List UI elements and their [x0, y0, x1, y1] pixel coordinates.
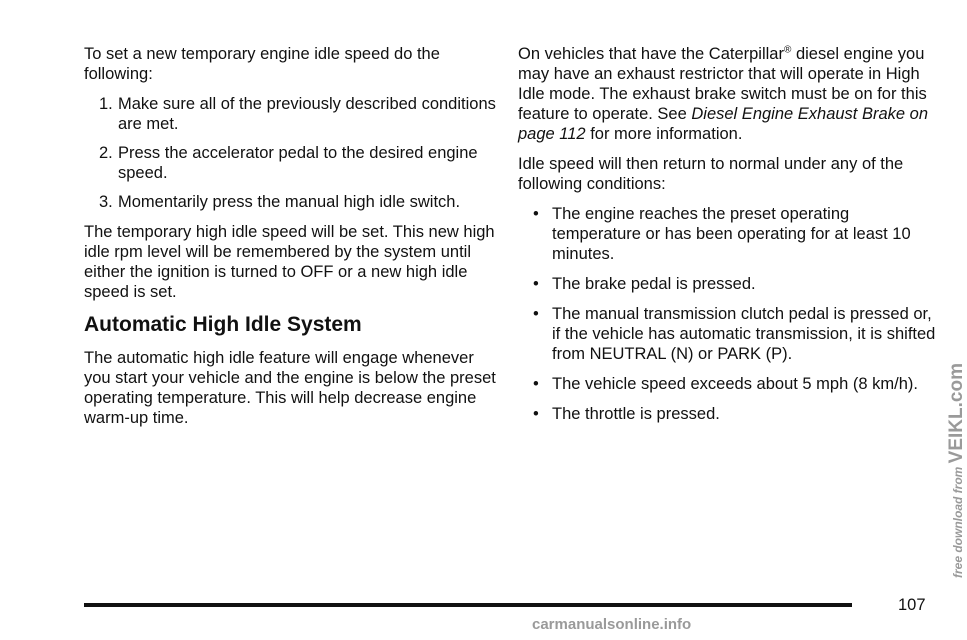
- temporary-idle-paragraph: The temporary high idle speed will be set. This new high idle rpm level will be remembered by the system until either the ignition is turned to OFF or a new high idle speed is set.: [84, 223, 495, 301]
- bullet-icon: •: [533, 275, 539, 293]
- conditions-intro-paragraph: Idle speed will then return to normal under any of the following conditions:: [518, 155, 904, 193]
- condition-item: [518, 204, 936, 264]
- automatic-idle-paragraph: The automatic high idle feature will engage whenever you start your vehicle and the engine is below the preset operating temperature. This will help decrease engine warm-up time.: [84, 349, 496, 427]
- page-reference-link[interactable]: Diesel Engine Exhaust Brake on page 112: [518, 105, 929, 143]
- left-column: [84, 44, 496, 438]
- section-heading: Automatic High Idle System: [84, 313, 362, 336]
- registered-mark: ®: [783, 44, 792, 56]
- condition-text: The manual transmission clutch pedal is pressed or, if the vehicle has automatic transmission, it is shifted from NEUTRAL (N) or PARK (P).: [552, 305, 936, 363]
- condition-item: [518, 404, 936, 424]
- conditions-list: [518, 204, 936, 424]
- watermark-prefix: free download from: [951, 466, 965, 578]
- condition-item: [518, 304, 936, 364]
- step-item: [84, 143, 496, 183]
- footer-rule: [84, 603, 852, 607]
- step-number: 3.: [99, 193, 113, 211]
- watermark: [946, 363, 967, 578]
- caterpillar-text-end: for more information.: [585, 125, 743, 143]
- condition-text: The vehicle speed exceeds about 5 mph (8 km/h).: [552, 375, 918, 393]
- caterpillar-text-cont: diesel engine you may have an exhaust restrictor that will operate in High Idle mode. The exhaust brake switch must be on for this feature to operate. See: [518, 45, 927, 123]
- step-number: 2.: [99, 144, 113, 162]
- bullet-icon: •: [533, 305, 539, 323]
- right-column: [518, 44, 936, 434]
- condition-text: The throttle is pressed.: [552, 405, 720, 423]
- step-item: [84, 94, 496, 134]
- steps-list: [84, 94, 496, 212]
- step-text: Momentarily press the manual high idle switch.: [118, 193, 461, 211]
- bullet-icon: •: [533, 205, 539, 223]
- bullet-icon: •: [533, 405, 539, 423]
- bullet-icon: •: [533, 375, 539, 393]
- step-number: 1.: [99, 95, 113, 113]
- intro-paragraph: To set a new temporary engine idle speed do the following:: [84, 45, 440, 83]
- page-number: 107: [898, 596, 926, 614]
- condition-text: The engine reaches the preset operating temperature or has been operating for at least 10 minutes.: [552, 205, 911, 263]
- caterpillar-paragraph: [518, 44, 936, 144]
- caterpillar-text: On vehicles that have the Caterpillar: [518, 45, 784, 63]
- watermark-brand: VEIKL.com: [946, 363, 967, 464]
- condition-item: [518, 274, 936, 294]
- step-text: Make sure all of the previously described conditions are met.: [118, 95, 496, 133]
- condition-item: [518, 374, 936, 394]
- condition-text: The brake pedal is pressed.: [552, 275, 756, 293]
- step-item: [84, 192, 496, 212]
- footer-site-link[interactable]: carmanualsonline.info: [532, 616, 692, 633]
- step-text: Press the accelerator pedal to the desired engine speed.: [118, 144, 478, 182]
